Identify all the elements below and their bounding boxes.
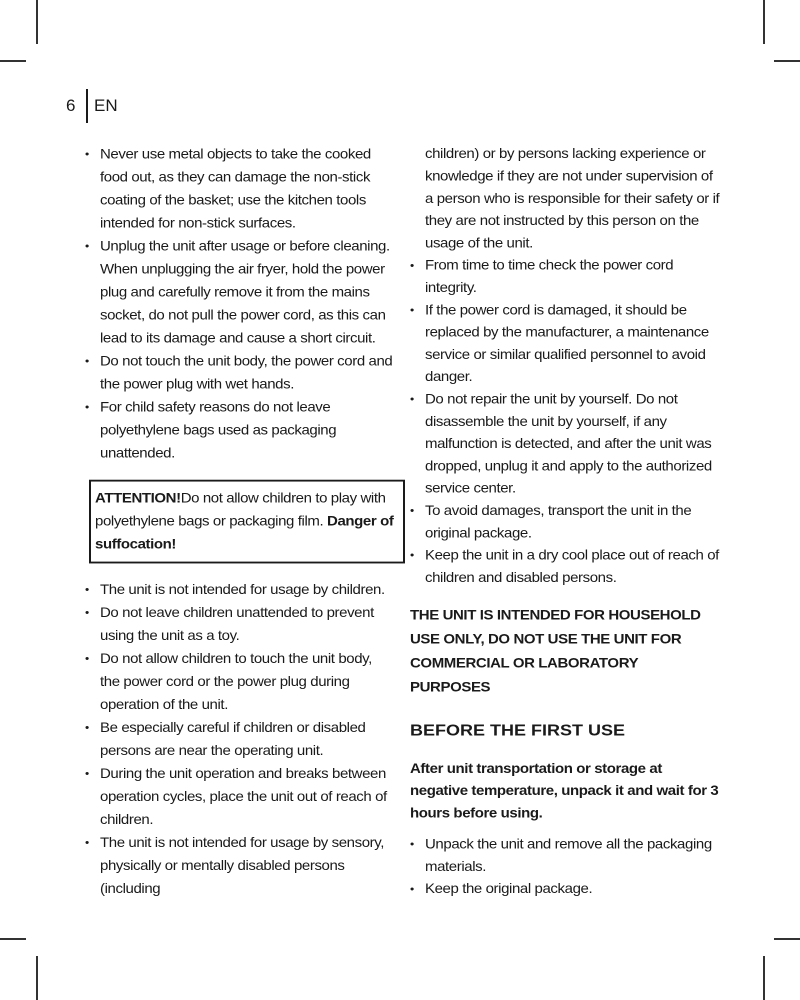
list-item: • If the power cord is damaged, it should be replaced by the manufacturer, a maintenance service or similar qualified personnel to avoid danger. <box>410 299 720 388</box>
safety-list-bottom <box>85 578 395 900</box>
list-item: • Unpack the unit and remove all the packaging materials. <box>410 833 720 878</box>
list-item: • The unit is not intended for usage by sensory, physically or mentally disabled persons (including <box>85 831 395 900</box>
list-item: • During the unit operation and breaks between operation cycles, place the unit out of reach of children. <box>85 762 395 831</box>
crop-mark <box>36 0 38 44</box>
list-item: • Be especially careful if children or disabled persons are near the operating unit. <box>85 716 395 762</box>
crop-mark <box>774 60 800 62</box>
list-item: • Keep the unit in a dry cool place out of reach of children and disabled persons. <box>410 544 720 589</box>
first-use-list <box>410 833 720 900</box>
crop-mark <box>774 938 800 940</box>
list-item: • For child safety reasons do not leave polyethylene bags used as packaging unattended. <box>85 396 395 465</box>
list-item: • The unit is not intended for usage by children. <box>85 578 395 601</box>
household-use-notice: THE UNIT IS INTENDED FOR HOUSEHOLD USE ONLY, DO NOT USE THE UNIT FOR COMMERCIAL OR LABORATORY PURPOSES <box>410 607 701 696</box>
page-header <box>66 88 118 124</box>
list-item: • Do not allow children to touch the unit body, the power cord or the power plug during operation of the unit. <box>85 647 395 716</box>
crop-mark <box>763 956 765 1000</box>
page-number: 6 <box>66 96 76 115</box>
list-item: • Never use metal objects to take the cooked food out, as they can damage the non-stick coating of the basket; use the kitchen tools intended for non-stick surfaces. <box>85 143 395 235</box>
list-item: • Unplug the unit after usage or before cleaning. When unplugging the air fryer, hold the power plug and carefully remove it from the mains socket, do not pull the power cord, as this can lead to its damage and cause a short circuit. <box>85 235 395 350</box>
left-column <box>85 143 395 900</box>
safety-list-continued <box>410 143 720 589</box>
crop-mark <box>0 938 26 940</box>
crop-mark <box>763 0 765 44</box>
crop-mark <box>0 60 26 62</box>
section-title: BEFORE THE FIRST USE <box>410 721 626 739</box>
list-item: • To avoid damages, transport the unit in the original package. <box>410 500 720 545</box>
header-divider <box>86 89 88 123</box>
language-code: EN <box>94 96 118 115</box>
list-item: • From time to time check the power cord integrity. <box>410 255 720 300</box>
list-item: • Keep the original package. <box>410 878 720 900</box>
crop-mark <box>36 956 38 1000</box>
list-item: • Do not leave children unattended to prevent using the unit as a toy. <box>85 601 395 647</box>
section-intro: After unit transportation or storage at negative temperature, unpack it and wait for 3 hours before using. <box>410 761 719 821</box>
attention-text: Do not allow children to play with polyethylene bags or packaging film. <box>95 490 386 530</box>
attention-label: ATTENTION! <box>95 490 181 507</box>
attention-box <box>89 480 405 564</box>
list-item: • Do not touch the unit body, the power cord and the power plug with wet hands. <box>85 350 395 396</box>
list-item-continuation: children) or by persons lacking experience or knowledge if they are not under supervision of a person who is responsible for their safety or if they are not instructed by this person on the usage of the unit. <box>425 146 720 251</box>
right-column <box>410 143 720 900</box>
safety-list-top <box>85 143 395 465</box>
list-item: • Do not repair the unit by yourself. Do not disassemble the unit by yourself, if any malfunction is detected, and after the unit was dropped, unplug it and apply to the authorized service center. <box>410 388 720 500</box>
attention-warning: Danger of suffocation! <box>95 513 394 553</box>
